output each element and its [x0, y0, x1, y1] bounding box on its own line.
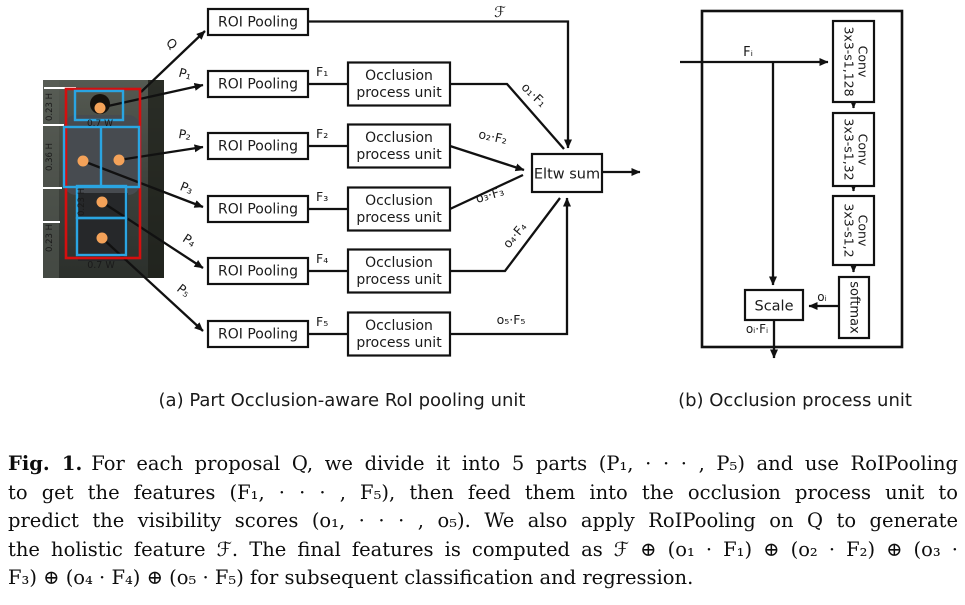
conv3-label-2: 3x3-s1,2 [841, 203, 857, 258]
height-label-3: 0.23 H [77, 187, 87, 217]
holistic-feature-label: ℱ [494, 3, 506, 21]
line-o2f2 [450, 146, 524, 170]
occlusion-label-1: Occlusion [365, 255, 433, 271]
scale-label: Scale [754, 298, 794, 315]
roi-pooling-boxes [208, 9, 308, 347]
caption-line-5: F₃) ⊕ (o₄ · F₄) ⊕ (o₅ · F₅) for subsequent classification and regression. [8, 566, 694, 590]
feature-label-3: F₃ [316, 189, 329, 204]
roi-pooling-label: ROI Pooling [218, 201, 298, 218]
part-center-dot [95, 103, 106, 114]
part-label-5: P₅ [174, 280, 194, 301]
occlusion-label-2: process unit [356, 335, 442, 351]
oifi-output-label: oᵢ·Fᵢ [745, 322, 769, 336]
part-label-1: P₁ [177, 64, 194, 83]
caption-line-1 [8, 450, 958, 479]
conv2-label-1: Conv [855, 133, 871, 166]
part-label-3: P₃ [178, 178, 196, 198]
caption-line-2: to get the features (F₁, · · · , F₅), then feed them into the occlusion process unit to [8, 480, 958, 504]
roi-pooling-label: ROI Pooling [218, 263, 298, 280]
caption-line-3: predict the visibility scores (o₁, · · · , o₅). We also apply RoIPooling on Q to generate [8, 509, 958, 533]
width-label-top: 0.7 W [86, 119, 114, 129]
occlusion-process-boxes [348, 63, 450, 356]
photo-right-band [148, 80, 164, 278]
weighted-label-4: o₄·F₄ [499, 219, 530, 251]
roi-pooling-label: ROI Pooling [218, 326, 298, 343]
feature-label-1: F₁ [316, 64, 329, 79]
roi-pooling-label: ROI Pooling [218, 76, 298, 93]
weighted-label-2: o₂·F₂ [477, 126, 509, 147]
subcaption-b: (b) Occlusion process unit [678, 390, 912, 411]
diagram-b [678, 11, 912, 411]
conv1-label-1: Conv [855, 45, 871, 78]
part-center-dot [78, 156, 89, 167]
figure-number-label: Fig. 1. [8, 452, 83, 475]
feature-label-4: F₄ [316, 251, 329, 266]
weighted-label-5: o₅·F₅ [496, 312, 526, 327]
conv3-label-1: Conv [855, 214, 871, 247]
roi-pooling-label: ROI Pooling [218, 14, 298, 31]
oi-label: oᵢ [817, 290, 827, 304]
feature-label-2: F₂ [316, 126, 329, 141]
height-label-4: 0.23 H [45, 223, 55, 253]
caption-text-1: For each proposal Q, we divide it into 5 parts (P₁, · · · , P₅) and use RoIPooling [91, 452, 958, 475]
subcaption-a: (a) Part Occlusion-aware RoI pooling unit [158, 390, 526, 411]
occlusion-label-1: Occlusion [365, 318, 433, 334]
weighted-label-3: o₃·F₃ [473, 183, 506, 206]
roi-pooling-label: ROI Pooling [218, 138, 298, 155]
diagram-a [43, 3, 640, 411]
conv2-label-2: 3x3-s1,32 [841, 118, 857, 181]
occlusion-label-2: process unit [356, 272, 442, 288]
occlusion-label-1: Occlusion [365, 130, 433, 146]
feature-label-5: F₅ [316, 314, 329, 329]
occlusion-label-2: process unit [356, 85, 442, 101]
part-center-dot [97, 233, 108, 244]
figure-caption [8, 450, 958, 593]
height-label-2: 0.36 H [45, 142, 55, 172]
occlusion-label-1: Occlusion [365, 193, 433, 209]
conv1-label-2: 3x3-s1,128 [841, 26, 857, 97]
eltw-sum-label: Eltw sum [533, 166, 601, 183]
caption-line-4: the holistic feature ℱ. The final features is computed as ℱ ⊕ (o₁ · F₁) ⊕ (o₂ · F₂) ⊕ (o₃ · [8, 537, 958, 561]
width-label-bottom: 0.7 W [87, 260, 115, 271]
part-label-4: P₄ [180, 230, 199, 250]
occlusion-label-1: Occlusion [365, 68, 433, 84]
part-label-2: P₂ [177, 126, 193, 144]
fi-input-label: Fᵢ [743, 45, 753, 60]
softmax-label: softmax [846, 281, 862, 334]
occlusion-label-2: process unit [356, 210, 442, 226]
height-label-1: 0.23 H [45, 92, 55, 122]
weighted-label-1: o₁·F₁ [518, 79, 550, 111]
proposal-label: Q [163, 34, 181, 53]
occlusion-label-2: process unit [356, 147, 442, 163]
part-center-dot [97, 197, 108, 208]
part-center-dot [114, 155, 125, 166]
